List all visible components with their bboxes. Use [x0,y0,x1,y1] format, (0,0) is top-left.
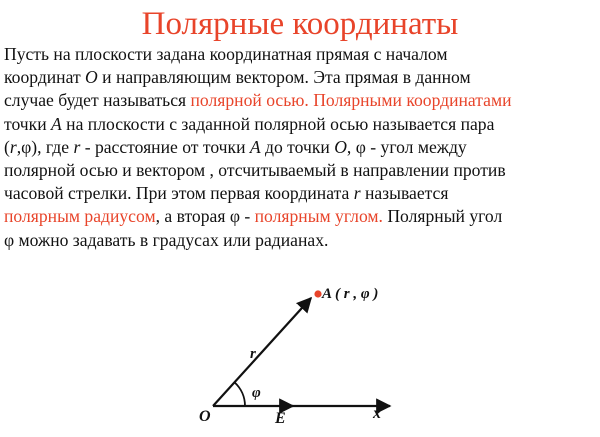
text-fragment: точки [4,113,52,134]
text-fragment: ( [4,136,10,157]
text-fragment: , φ - угол между [346,136,467,157]
angle-arc [235,382,246,406]
radius-label: r [250,346,256,362]
text-fragment: ,φ), где [16,136,74,157]
text-fragment: полярной осью и вектором , отсчитываемый в направлении против [4,159,506,180]
origin-symbol: O [85,67,98,88]
point-label: A [322,286,333,302]
angle-label: φ [252,385,261,401]
radius-vector-arrow [213,298,311,406]
text-fragment: φ можно задавать в градусах или радианах. [4,229,329,250]
axis-point-label: E [275,410,286,427]
text-fragment: координат [4,67,86,88]
point-coordinates: ( r , φ ) [335,286,379,302]
text-fragment: случае будет называться [4,90,191,111]
radius-symbol: r [73,136,81,157]
radius-symbol: r [9,136,17,157]
text-fragment: называется [360,183,449,204]
origin-label: O [199,408,211,425]
radius-symbol: r [353,183,361,204]
text-fragment: - расстояние от точки [80,136,250,157]
text-fragment: на плоскости с заданной полярной осью называется пара [61,113,495,134]
axis-label: x [373,405,381,422]
point-a-dot [314,290,321,297]
highlighted-term: полярным радиусом [4,206,156,227]
origin-symbol: O [334,136,347,157]
highlighted-term: полярным углом. [254,206,383,227]
highlighted-term: полярной осью. Полярными координатами [190,90,512,111]
text-fragment: часовой стрелки. При этом первая координата [4,183,354,204]
page-title: Полярные координаты [141,6,459,42]
text-fragment: , а вторая φ - [155,206,255,227]
text-fragment: Полярный угол [382,206,503,227]
point-symbol: A [51,113,62,134]
point-symbol: A [249,136,261,157]
text-fragment: до точки [260,136,335,157]
text-fragment: и направляющим вектором. Эта прямая в данном [97,67,471,88]
text-fragment: Пусть на плоскости задана координатная прямая с началом [4,44,448,64]
